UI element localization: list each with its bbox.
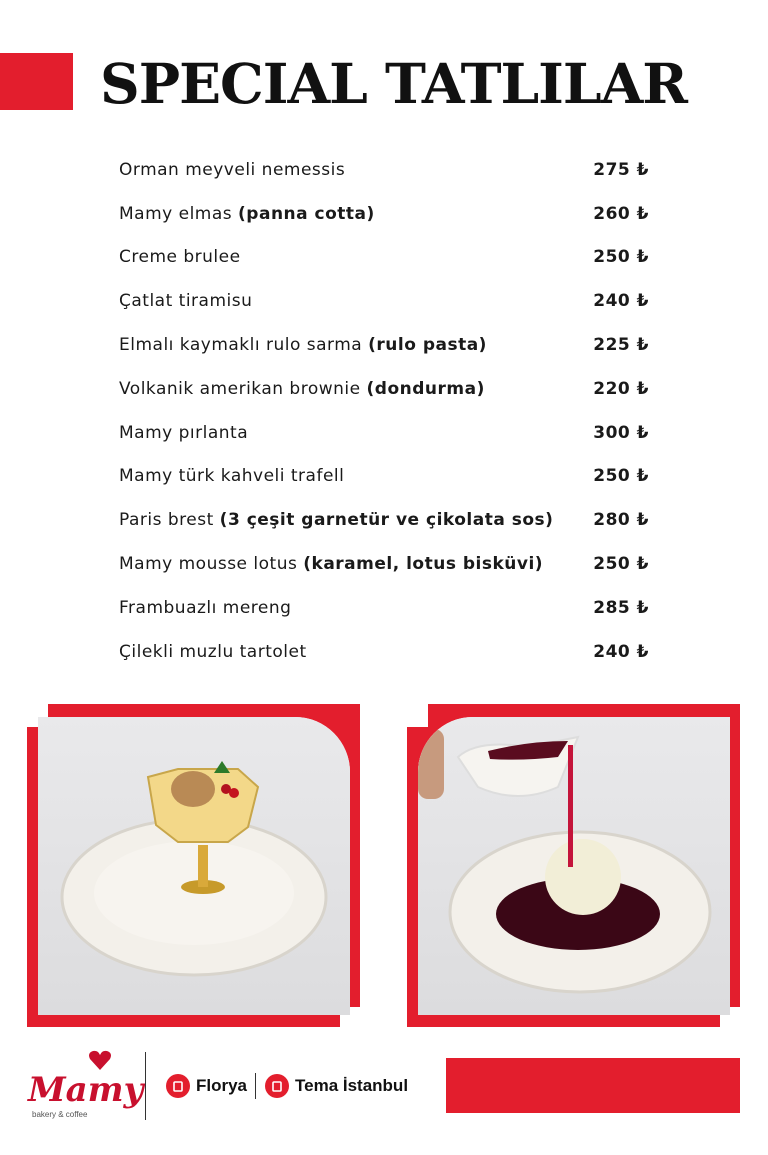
menu-row [119, 542, 649, 586]
menu-row [119, 455, 649, 499]
menu-row [119, 498, 649, 542]
menu-row [119, 192, 649, 236]
cup-icon [166, 1074, 190, 1098]
location-florya [166, 1074, 247, 1098]
brand-tagline: bakery & coffee [32, 1110, 88, 1119]
mousse-image [418, 717, 730, 1015]
menu-row [119, 323, 649, 367]
item-name: Elmalı kaymaklı rulo sarma [119, 335, 369, 356]
location-label: Florya [196, 1076, 248, 1095]
item-extra: (karamel, lotus bisküvi) [303, 554, 544, 575]
right-photo [418, 717, 730, 1015]
item-name: Paris brest [119, 510, 220, 531]
item-price: 280 ₺ [593, 510, 649, 531]
brand-name: Mamy [28, 1070, 144, 1110]
heart-icon [88, 1050, 112, 1072]
item-price: 250 ₺ [593, 247, 649, 268]
menu-row [119, 411, 649, 455]
menu-row [119, 367, 649, 411]
cup-icon [265, 1074, 289, 1098]
item-extra: (3 çeşit garnetür ve çikolata sos) [219, 510, 554, 531]
item-extra: (dondurma) [366, 378, 485, 399]
location-tema-istanbul [265, 1074, 408, 1098]
location-divider [255, 1073, 256, 1099]
item-price: 225 ₺ [593, 335, 649, 356]
item-name: Frambuazlı mereng [119, 597, 292, 618]
footer-accent-bar [446, 1058, 740, 1113]
item-name: Mamy türk kahveli trafell [119, 466, 345, 487]
menu-row [119, 148, 649, 192]
item-extra: (rulo pasta) [368, 335, 487, 356]
menu-row [119, 236, 649, 280]
item-price: 275 ₺ [593, 159, 649, 180]
item-price: 300 ₺ [593, 422, 649, 443]
item-name: Mamy pırlanta [119, 422, 249, 443]
item-price: 260 ₺ [593, 203, 649, 224]
item-name: Çatlat tiramisu [119, 291, 253, 312]
mamy-logo [28, 1050, 144, 1124]
panna-cotta-image [38, 717, 350, 1015]
item-name: Volkanik amerikan brownie [119, 378, 367, 399]
page-title: SPECIAL TATLILAR [100, 51, 687, 116]
item-price: 250 ₺ [593, 554, 649, 575]
item-price: 240 ₺ [593, 291, 649, 312]
item-price: 220 ₺ [593, 378, 649, 399]
item-name: Orman meyveli nemessis [119, 159, 346, 180]
dessert-menu [119, 148, 649, 674]
item-price: 285 ₺ [593, 597, 649, 618]
item-name: Çilekli muzlu tartolet [119, 641, 307, 662]
item-name: Mamy mousse lotus [119, 554, 304, 575]
title-accent-bar [0, 53, 73, 110]
menu-row [119, 630, 649, 674]
menu-row [119, 279, 649, 323]
footer-divider [145, 1052, 146, 1120]
left-photo [38, 717, 350, 1015]
item-price: 250 ₺ [593, 466, 649, 487]
menu-row [119, 586, 649, 630]
item-name: Creme brulee [119, 247, 241, 268]
item-extra: (panna cotta) [238, 203, 375, 224]
item-price: 240 ₺ [593, 641, 649, 662]
item-name: Mamy elmas [119, 203, 239, 224]
location-label: Tema İstanbul [295, 1076, 409, 1095]
